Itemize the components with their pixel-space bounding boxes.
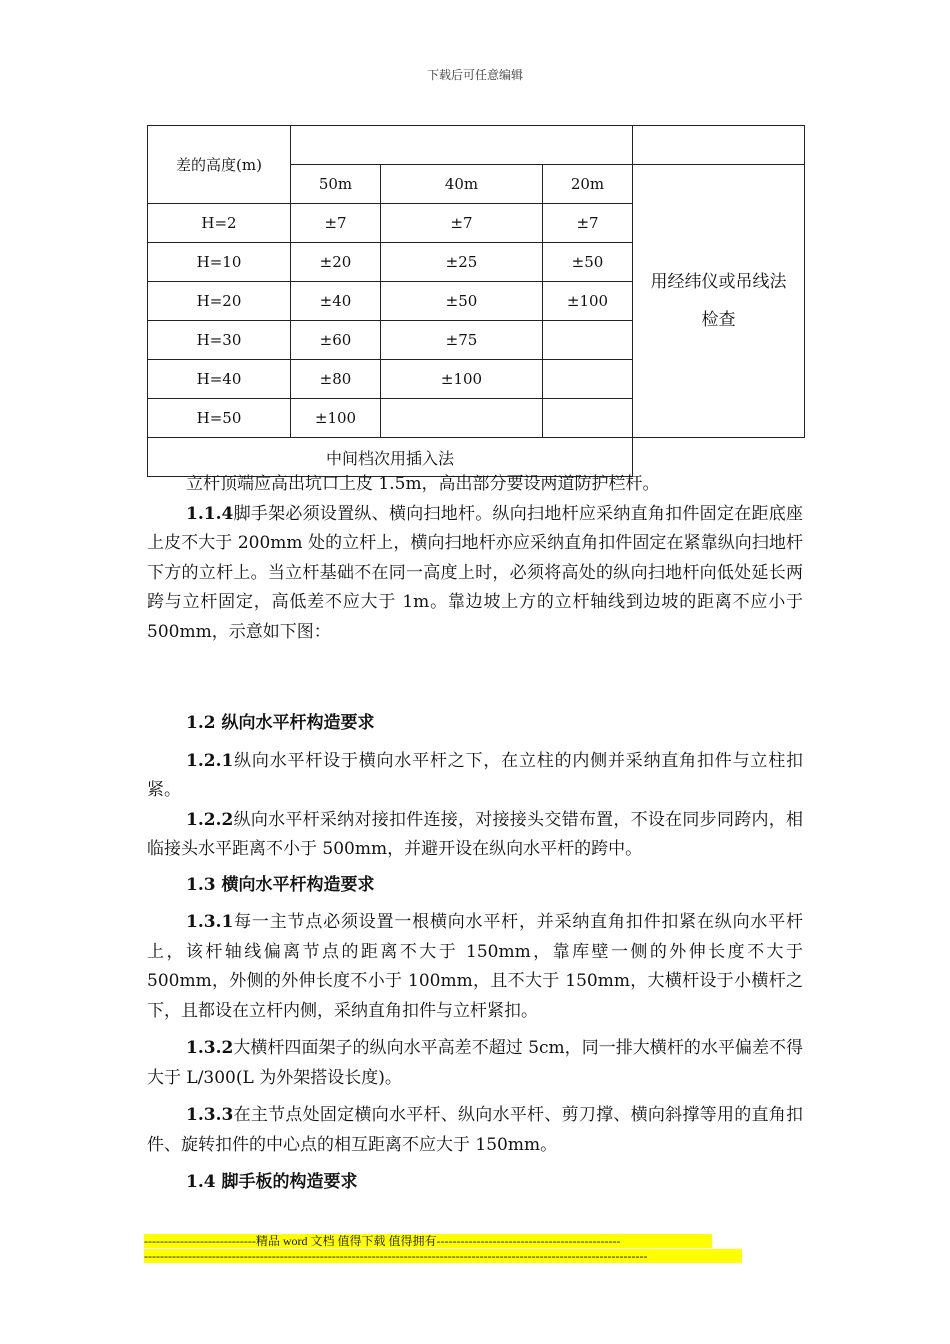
paragraph-1-3-3: [147, 1101, 803, 1160]
cell-40m: ±100: [381, 360, 543, 399]
cell-20m: ±100: [543, 282, 633, 321]
row-height: H=40: [148, 360, 291, 399]
clause-number: 1.3.1: [186, 912, 234, 932]
cell-50m: ±20: [291, 243, 381, 282]
clause-text: 在主节点处固定横向水平杆、纵向水平杆、剪刀撑、横向斜撑等用的直角扣件、旋转扣件的中心点的相互距离不应大于 150mm。: [147, 1105, 803, 1155]
clause-number: 1.1.4: [186, 503, 234, 524]
cell-20m: [543, 360, 633, 399]
cell-40m: ±7: [381, 204, 543, 243]
heading-1-2: 1.2 纵向水平杆构造要求: [186, 713, 375, 733]
header-blank: [291, 126, 633, 165]
deviation-table: [147, 125, 805, 477]
section-1-2: [147, 709, 803, 1198]
subheader-20m: 20m: [543, 165, 633, 204]
header-remark-blank: [633, 126, 805, 165]
footer-banner-line-1: ----------------------------精品 word 文档 值得下载 值得拥有----------------------------------------------: [144, 1234, 712, 1248]
clause-text: 大横杆四面架子的纵向水平高差不超过 5cm，同一排大横杆的水平偏差不得大于 L/300(L 为外架搭设长度)。: [147, 1038, 804, 1088]
cell-40m: [381, 399, 543, 438]
cell-20m: [543, 321, 633, 360]
remark-line-2: 检查: [701, 310, 736, 330]
paragraph-1-2-2: [147, 806, 803, 865]
clause-number: 1.2.2: [186, 809, 234, 830]
clause-number: 1.3.2: [186, 1038, 234, 1058]
clause-text: 纵向水平杆采纳对接扣件连接，对接接头交错布置，不设在同步同跨内，相临接头水平距离不小于 500mm，并避开设在纵向水平杆的跨中。: [147, 809, 803, 859]
row-height: H=2: [148, 204, 291, 243]
remark-line-1: 用经纬仪或吊线法: [650, 272, 787, 292]
cell-50m: ±80: [291, 360, 381, 399]
paragraph-1-1-4: [147, 500, 803, 648]
header-height-diff: 差的高度(m): [148, 126, 291, 204]
footer-banner-line-2: ------------------------------------------------------------------------------------------------------------------------------: [144, 1249, 742, 1263]
cell-50m: ±7: [291, 204, 381, 243]
row-height: H=20: [148, 282, 291, 321]
section-1-1-4: [147, 470, 803, 647]
cell-50m: ±40: [291, 282, 381, 321]
cell-20m: ±7: [543, 204, 633, 243]
cell-20m: ±50: [543, 243, 633, 282]
page-header-note: 下载后可任意编辑: [426, 68, 523, 82]
cell-40m: ±25: [381, 243, 543, 282]
clause-number: 1.3.3: [186, 1105, 234, 1125]
remark-cell: [633, 165, 805, 438]
cell-50m: ±60: [291, 321, 381, 360]
subheader-50m: 50m: [291, 165, 381, 204]
paragraph-railing: 立杆顶端应高出坑口上皮 1.5m，高出部分要设两道防护栏杆。: [186, 474, 660, 494]
row-height: H=50: [148, 399, 291, 438]
cell-20m: [543, 399, 633, 438]
cell-40m: ±50: [381, 282, 543, 321]
row-height: H=30: [148, 321, 291, 360]
paragraph-1-3-1: [147, 908, 803, 1026]
clause-number: 1.2.1: [186, 750, 234, 771]
row-height: H=10: [148, 243, 291, 282]
heading-1-3: 1.3 横向水平杆构造要求: [186, 874, 375, 895]
cell-50m: ±100: [291, 399, 381, 438]
clause-text: 每一主节点必须设置一根横向水平杆，并采纳直角扣件扣紧在纵向水平杆上，该杆轴线偏离节点的距离不大于 150mm，靠库壁一侧的外伸长度不大于 500mm，外侧的外伸长度不小于 100mm，且不大于 150mm，大横杆设于小横杆之下，且都设在立杆内侧，采纳直角扣件与立杆紧扣。: [147, 912, 803, 1021]
table-footer-note: 中间档次用插入法: [148, 438, 633, 477]
paragraph-1-3-2: [147, 1034, 803, 1093]
subheader-40m: 40m: [381, 165, 543, 204]
heading-1-4: 1.4 脚手板的构造要求: [186, 1172, 358, 1192]
cell-40m: ±75: [381, 321, 543, 360]
paragraph-1-2-1: [147, 747, 803, 806]
clause-text: 脚手架必须设置纵、横向扫地杆。纵向扫地杆应采纳直角扣件固定在距底座上皮不大于 200mm 处的立杆上，横向扫地杆亦应采纳直角扣件固定在紧靠纵向扫地杆下方的立杆上。当立杆基础不在同一高度上时，必须将高处的纵向扫地杆向低处延长两跨与立杆固定，高低差不应大于 1m。靠边坡上方的立杆轴线到边坡的距离不应小于 500mm，示意如下图：: [147, 503, 803, 642]
clause-text: 纵向水平杆设于横向水平杆之下，在立柱的内侧并采纳直角扣件与立柱扣紧。: [147, 750, 803, 800]
